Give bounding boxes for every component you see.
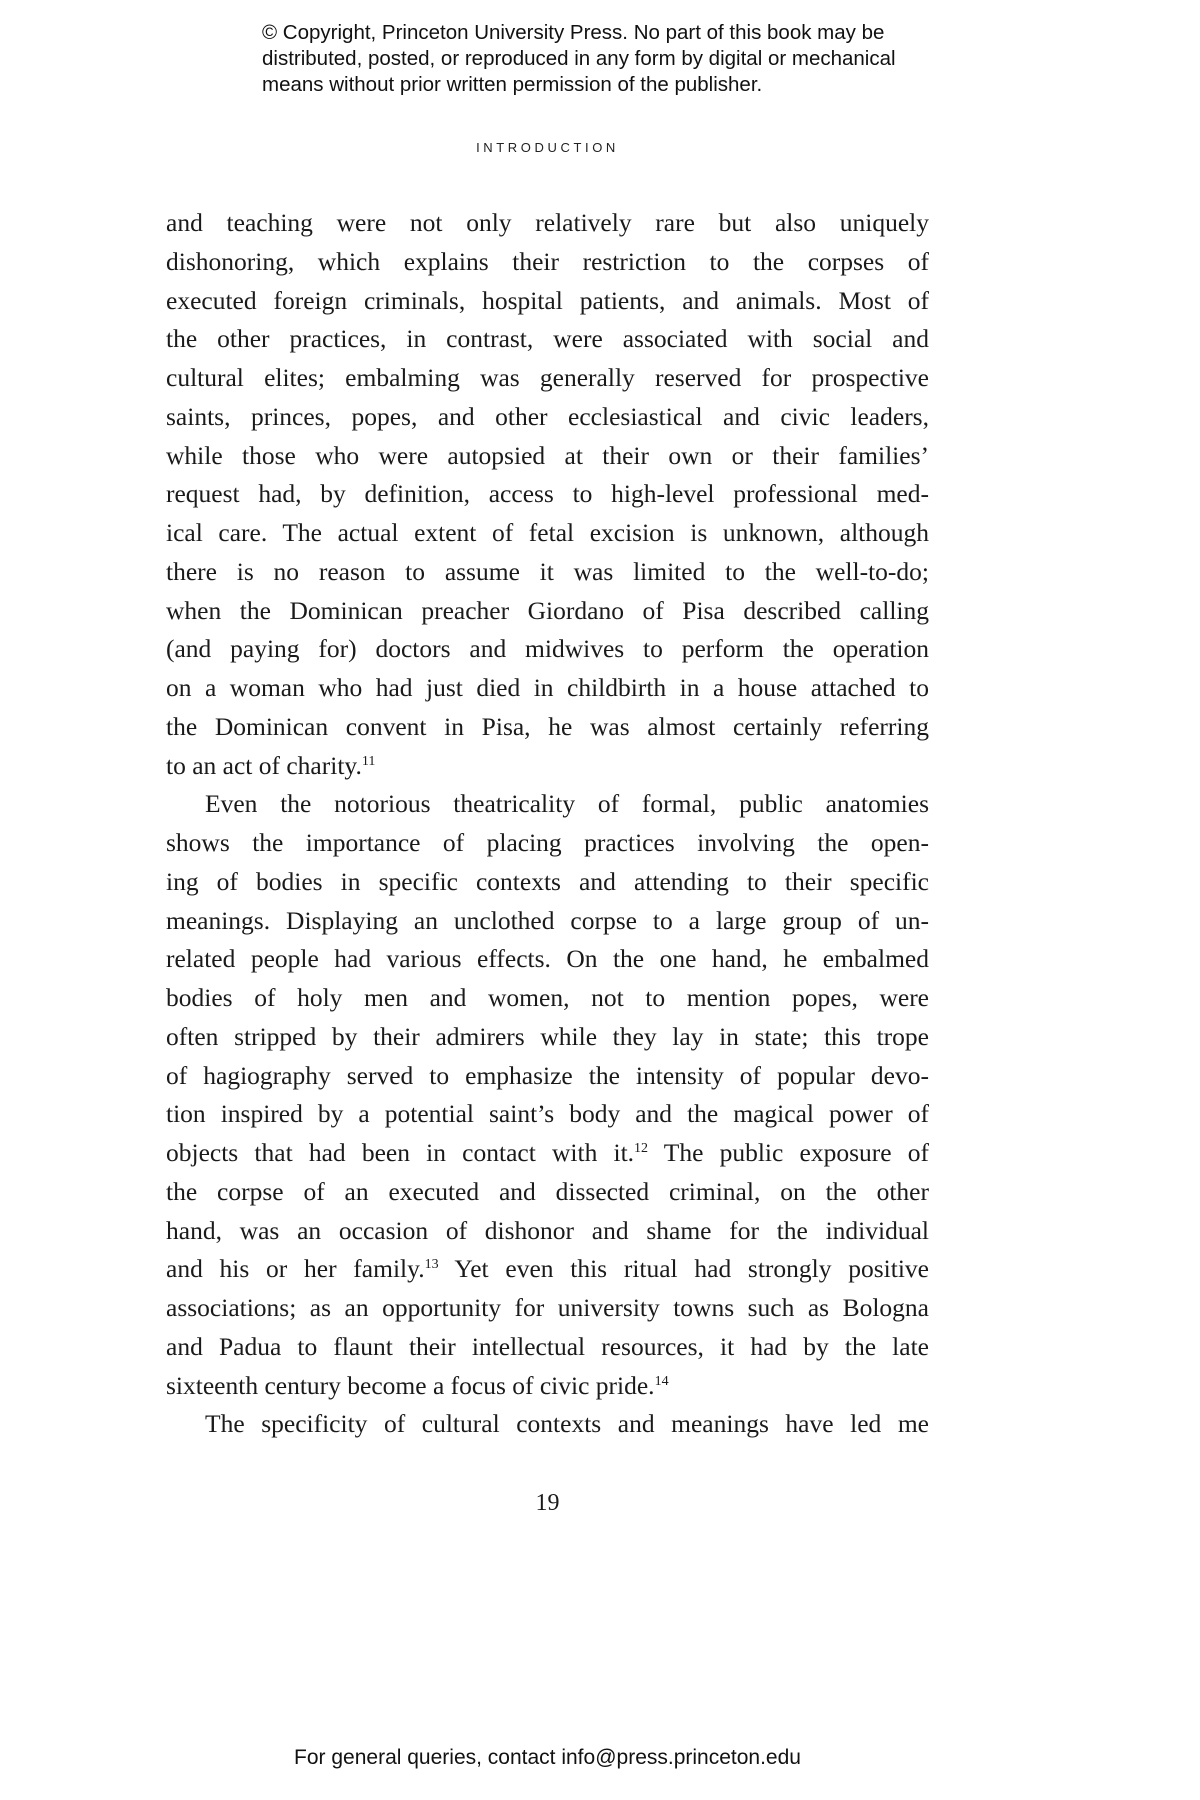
line-text: when the Dominican preacher Giordano of Pisa described calling [166, 595, 929, 625]
copyright-line: distributed, posted, or reproduced in any form by digital or mechanical [262, 47, 896, 70]
line-text: executed foreign criminals, hospital patients, and animals. Most of [166, 285, 929, 315]
text-line [166, 475, 929, 514]
line-text: sixteenth century become a focus of civic pride. [166, 1370, 655, 1400]
line-text: the corpse of an executed and dissected criminal, on the other [166, 1176, 929, 1206]
footnote-marker: 13 [424, 1257, 439, 1273]
text-line [166, 1405, 929, 1444]
footnote-marker: 12 [634, 1141, 649, 1156]
text-line [166, 282, 929, 321]
line-text: related people had various effects. On the one hand, he embalmed [166, 944, 929, 974]
text-line [166, 1289, 929, 1328]
text-line [166, 630, 929, 669]
copyright-line: © Copyright, Princeton University Press. No part of this book may be [262, 21, 885, 44]
copyright-line: means without prior written permission of the publisher. [262, 73, 763, 96]
line-text: to an act of charity. [166, 750, 362, 780]
line-text: Even the notorious theatricality of formal, public anatomies [205, 789, 929, 819]
text-line [166, 320, 929, 359]
text-line [166, 1095, 929, 1134]
line-text: dishonoring, which explains their restriction to the corpses of [166, 246, 929, 276]
text-line [166, 1134, 929, 1173]
text-line [166, 708, 929, 747]
footnote-marker: 11 [361, 753, 376, 769]
text-line [166, 437, 929, 476]
body-text [166, 204, 929, 1444]
line-text: there is no reason to assume it was limited to the well-to-do; [166, 556, 929, 586]
line-text: and his or her family. [166, 1254, 425, 1284]
footer-contact: For general queries, contact info@press.princeton.edu [294, 1746, 801, 1769]
text-line [166, 824, 929, 863]
text-line [166, 785, 929, 824]
line-text: and teaching were not only relatively rare but also uniquely [166, 208, 929, 237]
line-text: meanings. Displaying an unclothed corpse to a large group of un- [166, 905, 929, 935]
text-line [166, 1328, 929, 1367]
text-line [166, 243, 929, 282]
text-line [166, 359, 929, 398]
line-text: The specificity of cultural contexts and meanings have led me [205, 1409, 929, 1439]
line-text: shows the importance of placing practices involving the open- [166, 828, 929, 857]
line-text: saints, princes, popes, and other ecclesiastical and civic leaders, [166, 401, 929, 431]
line-text: while those who were autopsied at their own or their families’ [166, 440, 929, 470]
line-text: tion inspired by a potential saint’s body and the magical power of [166, 1099, 929, 1129]
footnote-marker: 14 [654, 1373, 669, 1389]
text-line [166, 940, 929, 979]
line-text: and Padua to flaunt their intellectual resources, it had by the late [166, 1331, 929, 1361]
line-text: Yet even this ritual had strongly positive [438, 1254, 929, 1284]
text-line [166, 204, 929, 243]
line-text: associations; as an opportunity for university towns such as Bologna [166, 1293, 929, 1322]
text-line [166, 669, 929, 708]
line-text: (and paying for) doctors and midwives to perform the operation [166, 634, 929, 664]
text-line [166, 553, 929, 592]
line-text: ing of bodies in specific contexts and attending to their specific [166, 866, 929, 896]
text-line [166, 1018, 929, 1057]
running-head: INTRODUCTION [476, 140, 619, 155]
line-text: the other practices, in contrast, were associated with social and [166, 324, 929, 354]
line-text: often stripped by their admirers while they lay in state; this trope [166, 1021, 929, 1051]
text-line [166, 863, 929, 902]
copyright-notice [262, 20, 896, 98]
page-number: 19 [535, 1490, 560, 1516]
text-line [166, 1057, 929, 1096]
line-text: of hagiography served to emphasize the intensity of popular devo- [166, 1060, 929, 1090]
text-line [166, 1173, 929, 1212]
line-text: the Dominican convent in Pisa, he was almost certainly referring [166, 711, 929, 741]
text-line [166, 747, 929, 786]
text-line [166, 398, 929, 437]
line-text: request had, by definition, access to high-level professional med- [166, 479, 929, 509]
text-line [166, 1367, 929, 1406]
text-line [166, 514, 929, 553]
line-text: The public exposure of [648, 1138, 929, 1167]
line-text: bodies of holy men and women, not to mention popes, were [166, 983, 929, 1012]
line-text: objects that had been in contact with it. [166, 1138, 635, 1167]
text-line [166, 1212, 929, 1251]
text-line [166, 1250, 929, 1289]
text-line [166, 592, 929, 631]
line-text: hand, was an occasion of dishonor and shame for the individual [166, 1215, 929, 1245]
text-line [166, 902, 929, 941]
text-line [166, 979, 929, 1018]
line-text: ical care. The actual extent of fetal excision is unknown, although [166, 518, 929, 547]
line-text: cultural elites; embalming was generally reserved for prospective [166, 363, 929, 392]
line-text: on a woman who had just died in childbirth in a house attached to [166, 673, 929, 702]
